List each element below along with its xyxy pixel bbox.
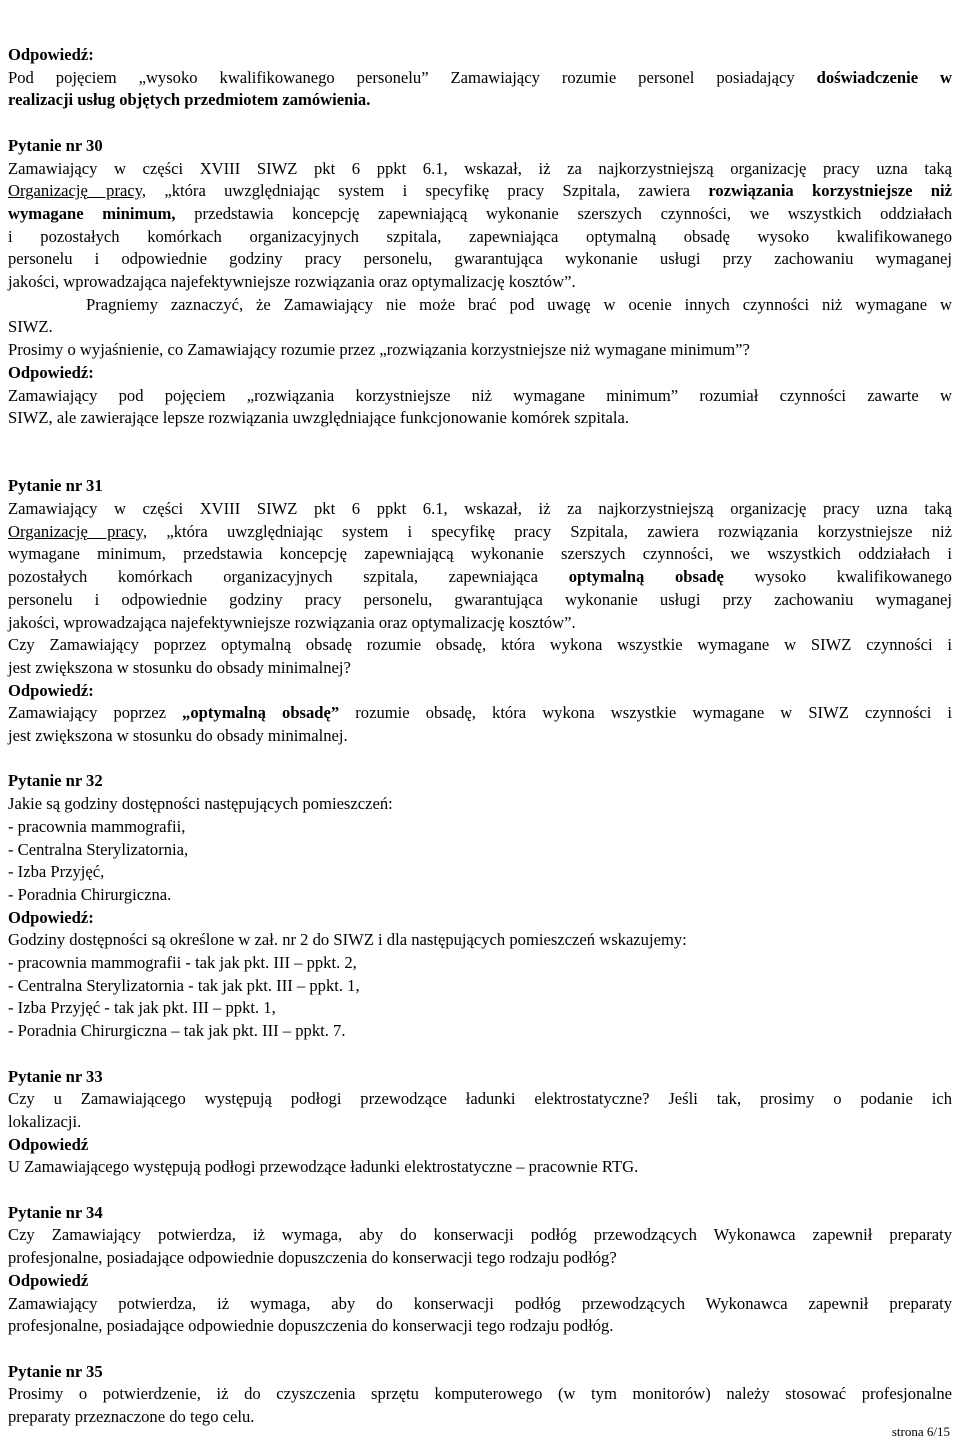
question-title: Pytanie nr 35 <box>8 1361 103 1381</box>
list-item: - Centralna Sterylizatornia, <box>8 839 189 859</box>
question-line: wymagane minimum, przedstawia koncepcję zapewniającą wykonanie szerszych czynności, we wszystkich oddziałach i <box>8 544 952 564</box>
question-title: Pytanie nr 33 <box>8 1066 103 1086</box>
question-line: Zamawiający w części XVIII SIWZ pkt 6 ppkt 6.1, wskazał, iż za najkorzystniejszą organizację pracy uzna taką <box>8 499 952 519</box>
question-line: Pragniemy zaznaczyć, że Zamawiający nie może brać pod uwagę w ocenie innych czynności niż wymagane w <box>86 294 952 314</box>
question-line: Czy Zamawiający potwierdza, iż wymaga, aby do konserwacji podłóg przewodzących Wykonawca zapewnił preparaty <box>8 1225 952 1245</box>
answer-line: U Zamawiającego występują podłogi przewodzące ładunki elektrostatyczne – pracownie RTG. <box>8 1157 639 1177</box>
answer-line: Zamawiający potwierdza, iż wymaga, aby do konserwacji podłóg przewodzących Wykonawca zapewnił preparaty <box>8 1293 952 1313</box>
document-page <box>8 44 952 1429</box>
answer-line: SIWZ, ale zawierające lepsze rozwiązania uwzględniające funkcjonowanie komórek szpitala. <box>8 408 630 428</box>
question-line: pozostałych komórkach organizacyjnych szpitala, zapewniająca optymalną obsadę wysoko kwalifikowanego <box>8 567 952 587</box>
question-line: Organizację pracy, „która uwzględniając system i specyfikę pracy Szpitala, zawiera rozwiązania korzystniejsze niż <box>8 521 952 541</box>
question-line: SIWZ. <box>8 317 53 337</box>
page-number: strona 6/15 <box>891 1424 950 1439</box>
answer-line: Zamawiający pod pojęciem „rozwiązania korzystniejsze niż wymagane minimum” rozumiał czynności zawarte w <box>8 385 952 405</box>
answer-line: jest zwiększona w stosunku do obsady minimalnej. <box>8 726 348 746</box>
question-line: profesjonalne, posiadające odpowiednie dopuszczenia do konserwacji tego rodzaju podłóg? <box>8 1248 617 1268</box>
answer-line: profesjonalne, posiadające odpowiednie dopuszczenia do konserwacji tego rodzaju podłóg. <box>8 1316 614 1336</box>
answer-label: Odpowiedź <box>8 1270 89 1290</box>
question-line: Zamawiający w części XVIII SIWZ pkt 6 ppkt 6.1, wskazał, iż za najkorzystniejszą organizację pracy uzna taką <box>8 158 952 178</box>
question-line: Prosimy o wyjaśnienie, co Zamawiający rozumie przez „rozwiązania korzystniejsze niż wymagane minimum”? <box>8 340 750 360</box>
list-item: - Izba Przyjęć - tak jak pkt. III – ppkt. 1, <box>8 998 276 1018</box>
list-item: - Poradnia Chirurgiczna – tak jak pkt. III – ppkt. 7. <box>8 1021 346 1041</box>
answer-line: realizacji usług objętych przedmiotem zamówienia. <box>8 90 371 110</box>
answer-label: Odpowiedź <box>8 1134 89 1154</box>
answer-label: Odpowiedź: <box>8 680 94 700</box>
question-line: wymagane minimum, przedstawia koncepcję zapewniającą wykonanie szerszych czynności, we wszystkich oddziałach <box>8 203 952 223</box>
question-line: lokalizacji. <box>8 1111 82 1131</box>
answer-label: Odpowiedź: <box>8 45 94 64</box>
question-title: Pytanie nr 31 <box>8 476 103 496</box>
question-title: Pytanie nr 30 <box>8 135 103 155</box>
answer-line: Godziny dostępności są określone w zał. nr 2 do SIWZ i dla następujących pomieszczeń wskazujemy: <box>8 930 687 950</box>
question-line: Jakie są godziny dostępności następujących pomieszczeń: <box>8 794 393 814</box>
question-title: Pytanie nr 34 <box>8 1202 103 1222</box>
question-line: Organizację pracy, „która uwzględniając system i specyfikę pracy Szpitala, zawiera rozwiązania korzystniejsze niż <box>8 181 952 201</box>
list-item: - pracownia mammografii, <box>8 816 186 836</box>
question-line: Czy Zamawiający poprzez optymalną obsadę rozumie obsadę, która wykona wszystkie wymagane w SIWZ czynności i <box>8 635 952 655</box>
question-line: personelu i odpowiednie godziny pracy personelu, gwarantująca wykonanie usługi przy zachowaniu wymaganej <box>8 249 952 269</box>
answer-label: Odpowiedź: <box>8 362 94 382</box>
question-line: Prosimy o potwierdzenie, iż do czyszczenia sprzętu komputerowego (w tym monitorów) należy stosować profesjonalne <box>8 1384 952 1404</box>
question-line: i pozostałych komórkach organizacyjnych szpitala, zapewniająca optymalną obsadę wysoko kwalifikowanego <box>8 226 952 246</box>
list-item: - Centralna Sterylizatornia - tak jak pkt. III – ppkt. 1, <box>8 975 360 995</box>
question-title: Pytanie nr 32 <box>8 771 103 791</box>
answer-label: Odpowiedź: <box>8 907 94 927</box>
question-line: preparaty przeznaczone do tego celu. <box>8 1407 255 1427</box>
question-line: Czy u Zamawiającego występują podłogi przewodzące ładunki elektrostatyczne? Jeśli tak, prosimy o podanie ich <box>8 1089 952 1109</box>
question-line: jest zwiększona w stosunku do obsady minimalnej? <box>8 657 351 677</box>
answer-line: Zamawiający poprzez „optymalną obsadę” rozumie obsadę, która wykona wszystkie wymagane w SIWZ czynności i <box>8 703 952 723</box>
list-item: - Poradnia Chirurgiczna. <box>8 884 172 904</box>
list-item: - Izba Przyjęć, <box>8 862 105 882</box>
question-line: jakości, wprowadzająca najefektywniejsze rozwiązania oraz optymalizację kosztów”. <box>8 612 576 632</box>
list-item: - pracownia mammografii - tak jak pkt. III – ppkt. 2, <box>8 953 357 973</box>
question-line: personelu i odpowiednie godziny pracy personelu, gwarantująca wykonanie usługi przy zachowaniu wymaganej <box>8 589 952 609</box>
question-line: jakości, wprowadzająca najefektywniejsze rozwiązania oraz optymalizację kosztów”. <box>8 272 576 292</box>
answer-line: Pod pojęciem „wysoko kwalifikowanego personelu” Zamawiający rozumie personel posiadający doświadczenie w <box>8 67 952 87</box>
